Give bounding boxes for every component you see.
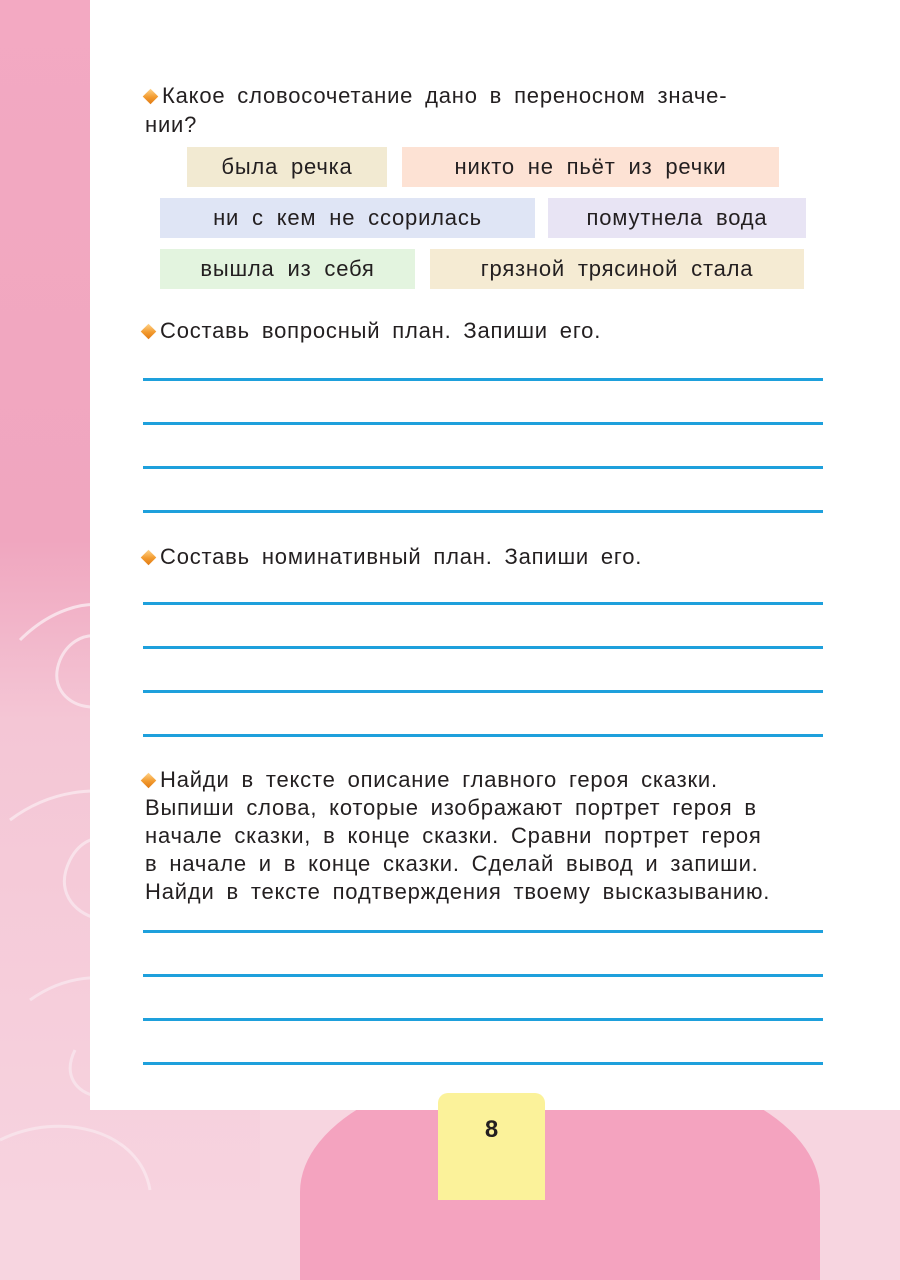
question-1-line-1: Какое словосочетание дано в переносном значе- <box>162 83 728 108</box>
question-1 <box>145 81 825 139</box>
phrase-chip-5[interactable]: вышла из себя <box>160 249 415 289</box>
question-4-line-2: Выпиши слова, которые изображают портрет героя в <box>145 795 757 820</box>
phrase-chip-3[interactable]: ни с кем не ссорилась <box>160 198 535 238</box>
question-3-text: Составь номинативный план. Запиши его. <box>160 544 643 569</box>
diamond-bullet-icon <box>143 88 159 104</box>
answer-line[interactable] <box>143 378 823 381</box>
answer-line[interactable] <box>143 510 823 513</box>
question-4-line-3: начале сказки, в конце сказки. Сравни портрет героя <box>145 823 762 848</box>
answer-line[interactable] <box>143 602 823 605</box>
answer-line[interactable] <box>143 1062 823 1065</box>
answer-line[interactable] <box>143 422 823 425</box>
question-4-line-1: Найди в тексте описание главного героя сказки. <box>160 767 718 792</box>
question-4-line-4: в начале и в конце сказки. Сделай вывод и запиши. <box>145 851 759 876</box>
answer-line[interactable] <box>143 930 823 933</box>
page-number: 8 <box>484 1116 499 1143</box>
question-2 <box>145 316 825 345</box>
diamond-bullet-icon <box>141 549 157 565</box>
diamond-bullet-icon <box>141 772 157 788</box>
question-3 <box>145 542 825 571</box>
page-number-tab <box>438 1093 545 1200</box>
answer-line[interactable] <box>143 1018 823 1021</box>
phrase-chip-1[interactable]: была речка <box>187 147 387 187</box>
question-4-line-5: Найди в тексте подтверждения твоему высказыванию. <box>145 879 771 904</box>
answer-line[interactable] <box>143 466 823 469</box>
answer-line[interactable] <box>143 974 823 977</box>
phrase-chip-4[interactable]: помутнела вода <box>548 198 806 238</box>
answer-line[interactable] <box>143 734 823 737</box>
phrase-chip-6[interactable]: грязной трясиной стала <box>430 249 804 289</box>
diamond-bullet-icon <box>141 323 157 339</box>
question-1-line-2: нии? <box>145 112 198 137</box>
answer-line[interactable] <box>143 690 823 693</box>
question-2-text: Составь вопросный план. Запиши его. <box>160 318 602 343</box>
answer-line[interactable] <box>143 646 823 649</box>
question-4 <box>145 766 825 906</box>
phrase-chip-2[interactable]: никто не пьёт из речки <box>402 147 779 187</box>
